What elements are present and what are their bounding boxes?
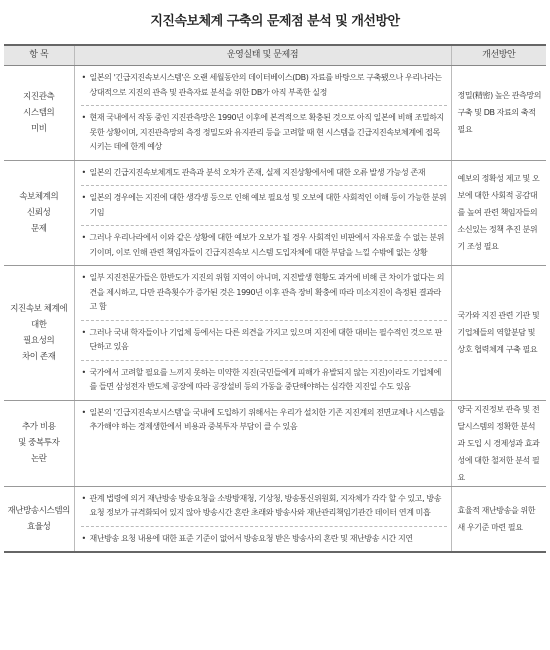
row-item: 지진관측 시스템의 미비: [4, 66, 74, 161]
row-content: [74, 266, 451, 401]
table-row: [4, 160, 546, 266]
header-item: 항 목: [4, 45, 74, 66]
table-row: [4, 66, 546, 161]
row-content: [74, 400, 451, 486]
table-row: [4, 400, 546, 486]
content-bullet: • 일본의 '긴급지진속보시스템'을 국내에 도입하기 위해서는 우리가 설치한 기존 지진계의 전면교체나 시스템을 추가해야 하는 경제생한에서 비용과 중복투자 부담이 클 수 있음: [81, 401, 447, 440]
header-improve: 개선방안: [451, 45, 546, 66]
content-bullet: • 일부 지진전문가들은 한반도가 지진의 위험 지역이 아니며, 지진발생 현황도 과거에 비해 큰 차이가 없다는 의견을 제시하고, 다만 관측횟수가 증가된 것은 1990년 이후 관측 장비 확충에 따라 미소지진이 측정된 결과라고 함: [81, 266, 447, 321]
table-row: [4, 266, 546, 401]
content-bullet: • 그러나 국내 학자들이나 기업체 등에서는 다른 의견을 가지고 있으며 지진에 대한 대비는 필수적인 것으로 판단하고 있음: [81, 321, 447, 361]
content-bullet: • 재난방송 요청 내용에 대한 표준 기준이 없어서 방송요청 받은 방송사의 혼란 및 재난방송 시간 지연: [81, 527, 447, 552]
row-item: 속보체계의 신뢰성 문제: [4, 160, 74, 266]
content-bullet: • 일본의 '긴급지진속보시스템'은 오랜 세월동안의 데이터베이스(DB) 자료를 바탕으로 구축됐으나 우리나라는 상대적으로 지진의 관측 및 관측자료 분석을 위한 DB가 아직 부족한 실정: [81, 66, 447, 106]
table-header-row: [4, 45, 546, 66]
row-content: [74, 486, 451, 552]
table-row: [4, 486, 546, 552]
analysis-table: [4, 44, 546, 553]
content-bullet: • 그러나 우리나라에서 이와 같은 상황에 대한 예보가 오보가 될 경우 사회적인 비판에서 자유로울 수 없는 분위기이며, 이로 인해 관련 책임자들이 긴급지진속보 시스템 도입자체에 대한 부담을 느낄 수밖에 없는 상황: [81, 226, 447, 265]
table-body: [4, 66, 546, 553]
content-bullet: • 현재 국내에서 작동 중인 지진관측망은 1990년 이후에 본격적으로 확충된 것으로 아직 일본에 비해 조밀하지 못한 상황이며, 지진관측망의 측정 정밀도와 유지관리 등을 고려할 때 현 시스템을 긴급지진속보체계에 접목시키는 데에 한계 예상: [81, 106, 447, 160]
content-bullet: • 관계 법령에 의거 재난방송 방송요청을 소방방재청, 기상청, 방송통신위원회, 지자체가 각각 할 수 있고, 방송요청 정보가 규격화되어 있지 않아 방송시간 혼란 초래와 방송사와 재난관리책임기관간 데이터 연계 미흡: [81, 487, 447, 527]
content-bullet: • 일본의 경우에는 지진에 대한 생각생 등으로 인해 예보 필요성 및 오보에 대한 사회적인 이해 등이 가능한 분위기임: [81, 186, 447, 226]
row-improvement: 정밀(精密) 높은 관측망의 구축 및 DB 자료의 축적 필요: [451, 66, 546, 161]
row-improvement: 양국 지진정보 관측 및 전달시스템의 정확한 분석과 도입 시 경제성과 효과성에 대한 철저한 분석 필요: [451, 400, 546, 486]
row-improvement: 국가와 지진 관련 기관 및 기업체들의 역할분담 및 상호 협력체계 구축 필요: [451, 266, 546, 401]
row-content: [74, 160, 451, 266]
row-item: 지진속보 체계에 대한 필요성의 차이 존재: [4, 266, 74, 401]
row-content: [74, 66, 451, 161]
document-title: 지진속보체계 구축의 문제점 분석 및 개선방안: [150, 14, 400, 29]
content-bullet: • 일본의 긴급지진속보체계도 관측과 분석 오차가 존재, 실제 지진상황에서에 대한 오류 발생 가능성 존재: [81, 161, 447, 187]
content-bullet: • 국가에서 고려할 필요를 느끼지 못하는 미약한 지진(국민들에게 피해가 유발되지 않는 지진)이라도 기업체에를 들면 삼성전자 반도체 공장에 따라 공장설비 등의 가동을 중단해야하는 심각한 지진일 수도 있음: [81, 361, 447, 400]
header-content: 운영실태 및 문제점: [74, 45, 451, 66]
row-improvement: 효율적 재난방송을 위한 새 우기준 마련 필요: [451, 486, 546, 552]
row-item: 추가 비용 및 중복투자 논란: [4, 400, 74, 486]
row-item: 재난방송시스템의 효율성: [4, 486, 74, 552]
row-improvement: 예보의 정확성 제고 및 오보에 대한 사회적 공감대를 높여 관련 책임자들의 소신있는 정책 추진 분위기 조성 필요: [451, 160, 546, 266]
